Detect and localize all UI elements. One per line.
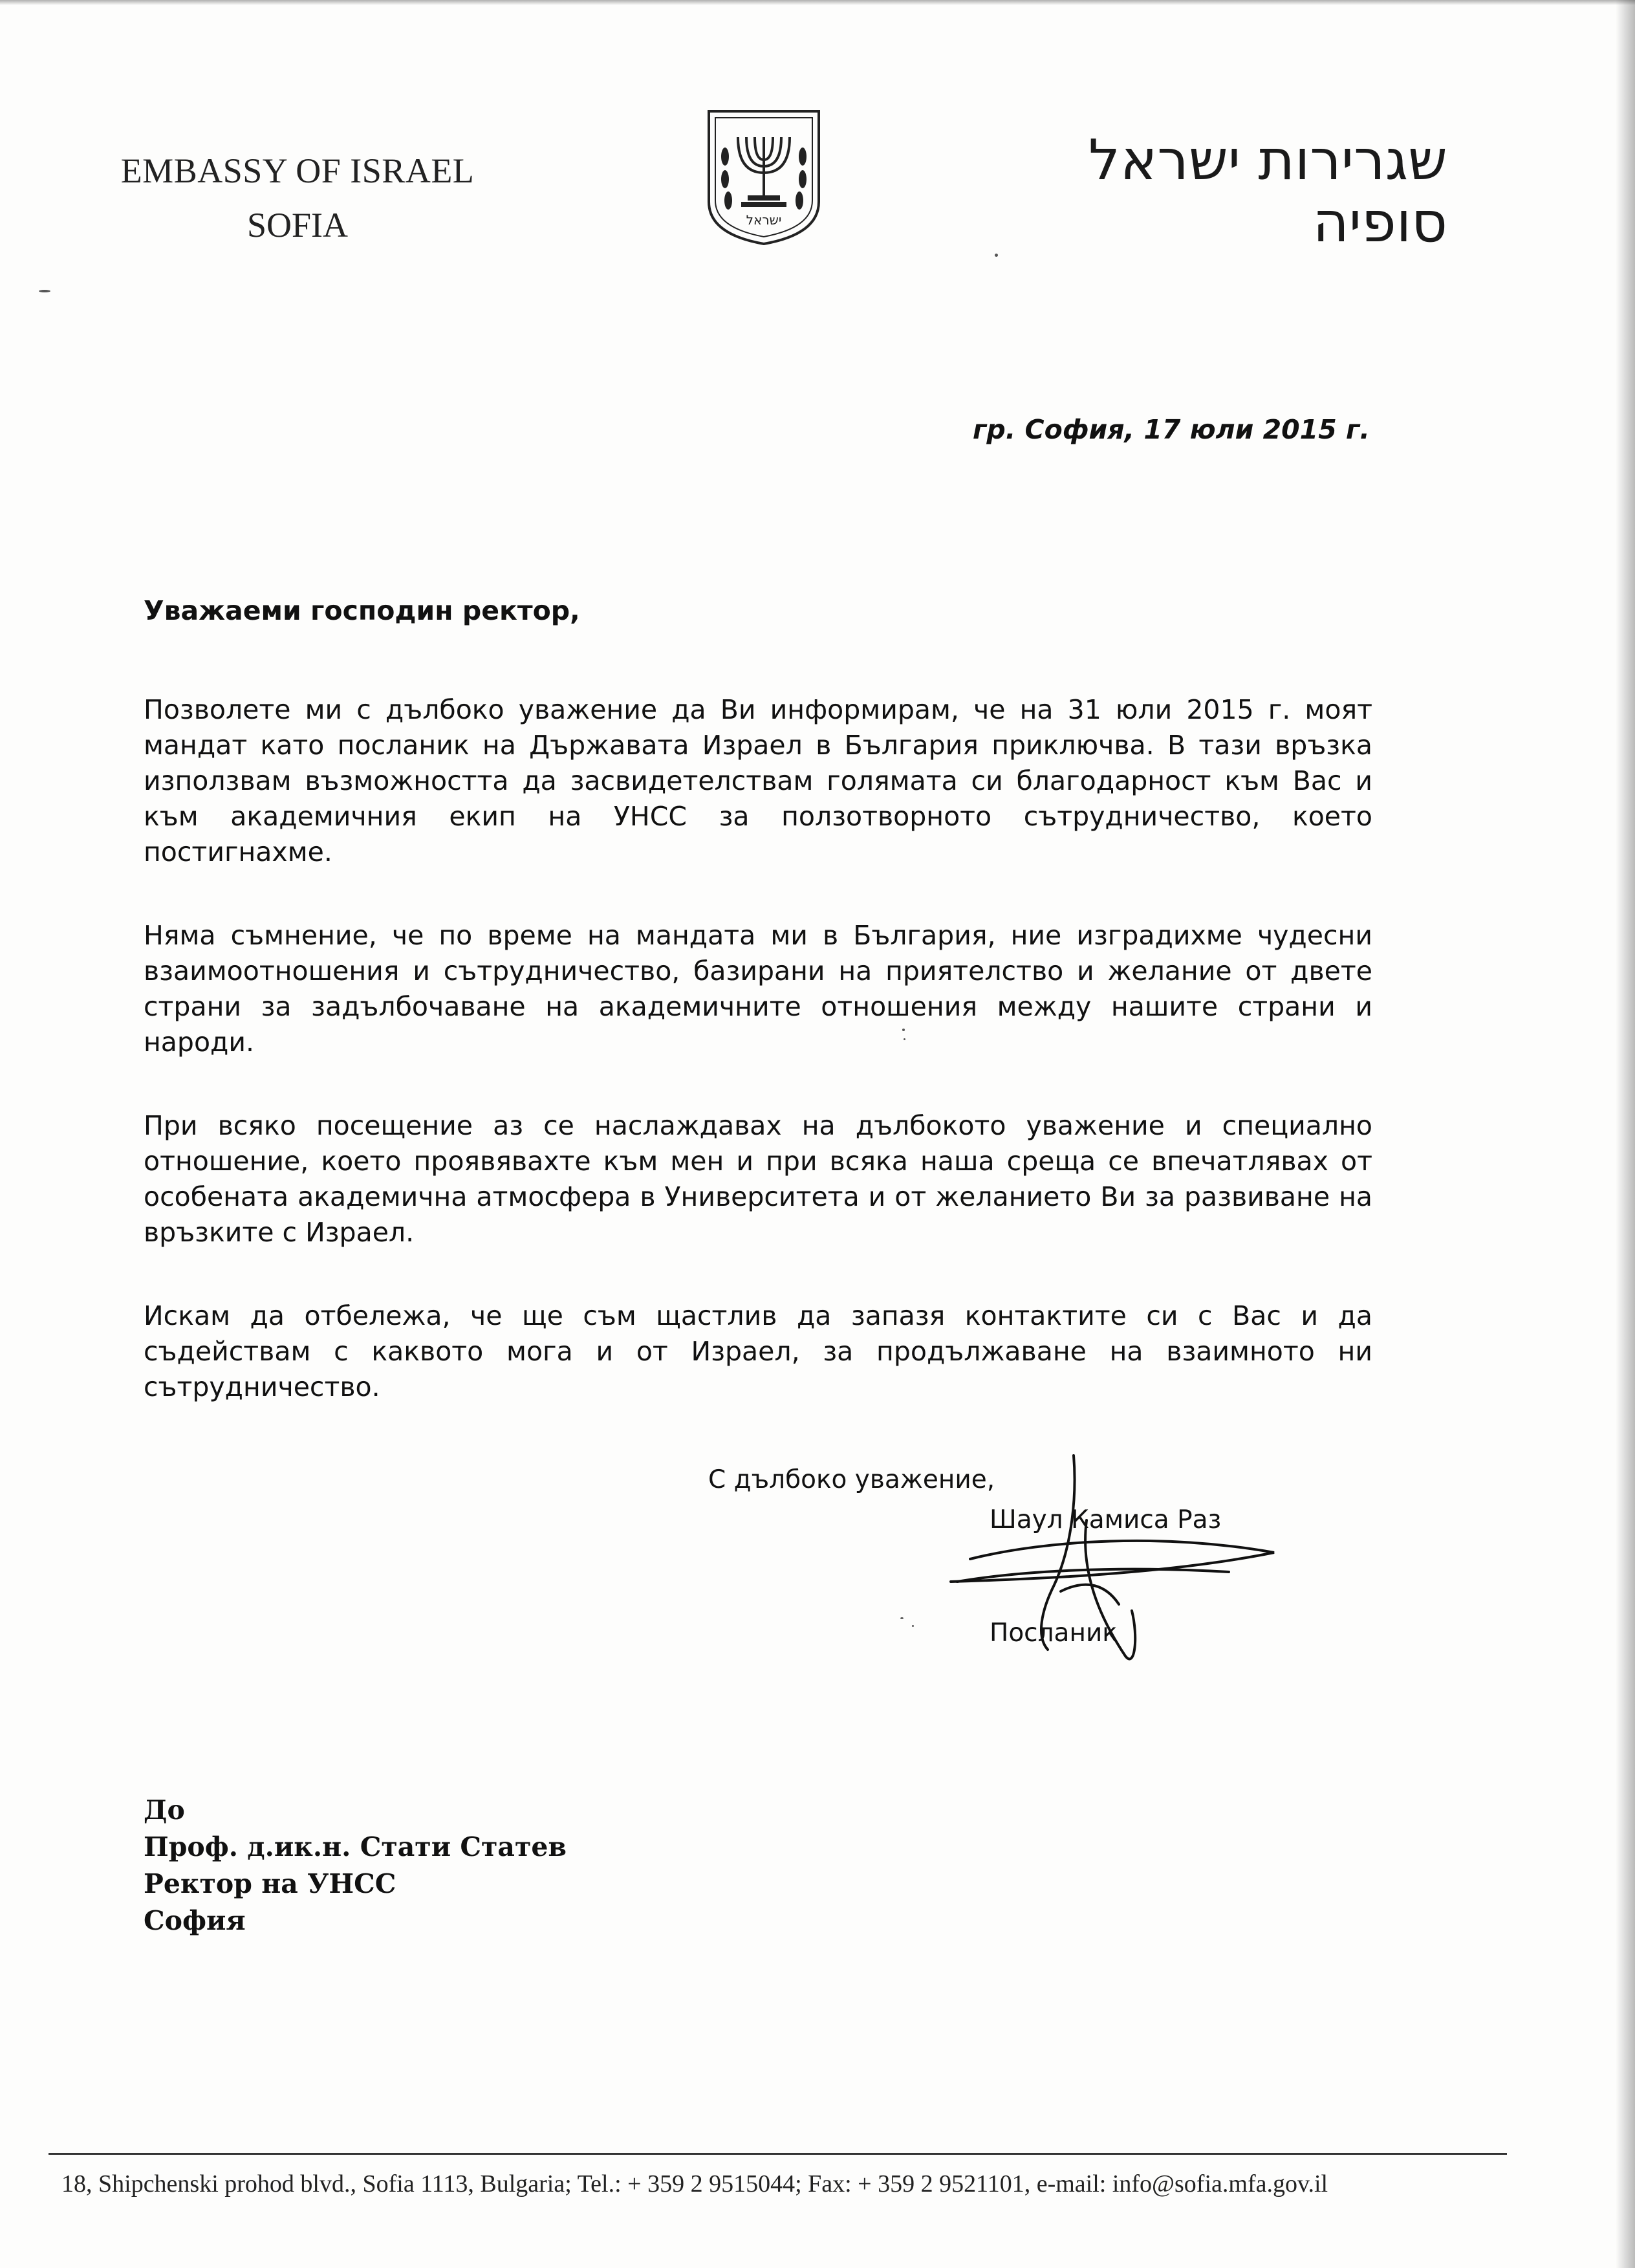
embassy-city-line: SOFIA [246,206,349,245]
closing-phrase: С дълбоко уважение, [708,1465,995,1494]
handwritten-signature [893,1443,1294,1675]
body-paragraph: Позволете ми с дълбоко уважение да Ви информирам, че на 31 юли 2015 г. моят мандат като посланик на Държавата Израел в България приключва. В тази връзка използвам възможността да засвидетелствам голямата си благодарност към Вас и към академичния екип на УНСС за ползотворното сътрудничество, което постигнахме. [144,694,1372,867]
embassy-name-hebrew [1088,129,1447,254]
body-paragraph: Искам да отбележа, че ще съм щастлив да запазя контактите си с Вас и да съдействам с каквото мога и от Израел, за продължаване на взаимното ни сътрудничество. [144,1300,1372,1402]
body-paragraph: При всяко посещение аз се наслаждавах на дълбокото уважение и специално отношение, което проявявахте към мен и при всяка наша среща се впечатлявах от особената академична атмосфера в Университета и от желанието Ви за развиване на връзките с Израел. [144,1110,1372,1248]
scan-speck [902,1029,905,1031]
embassy-name-english [116,144,479,252]
recipient-to: До [144,1794,185,1826]
signer-name: Шаул Камиса Раз [990,1505,1222,1534]
scan-speck [39,290,50,292]
signer-title: Посланик [990,1619,1118,1648]
recipient-name: Проф. д.ик.н. Стати Статев [144,1831,567,1862]
scan-speck [995,254,998,257]
recipient-city: София [144,1905,246,1936]
scan-speck [904,1038,905,1040]
body-paragraph: Няма съмнение, че по време на мандата ми в България, ние изградихме чудесни взаимоотношения и сътрудничество, базирани на приятелство и желание от двете страни за задълбочаване на академичните отношения между нашите страни и народи. [144,920,1372,1058]
embassy-name-line: EMBASSY OF ISRAEL [120,151,475,190]
letter-body [144,692,1372,1453]
scan-top-edge [0,0,1635,5]
embassy-name-hebrew-line: שגרירות ישראל [1088,128,1447,193]
salutation: Уважаеми господин ректор, [144,595,580,626]
scan-right-edge [1616,0,1635,2268]
menorah-emblem-icon [702,105,825,247]
footer-contact-info: 18, Shipchenski prohod blvd., Sofia 1113, Bulgaria; Tel.: + 359 2 9515044; Fax: + 359 2 9521101, e-mail: info@sofia.mfa.gov.il [61,2170,1328,2197]
scan-speck [912,1625,914,1627]
footer-divider [49,2153,1507,2155]
embassy-city-hebrew-line: סופיה [1312,190,1447,255]
emblem-caption: ישראל [746,212,782,228]
scan-speck [900,1617,904,1619]
recipient-position: Ректор на УНСС [144,1868,396,1899]
recipient-block [144,1792,567,1939]
letter-date: гр. София, 17 юли 2015 г. [972,414,1370,445]
